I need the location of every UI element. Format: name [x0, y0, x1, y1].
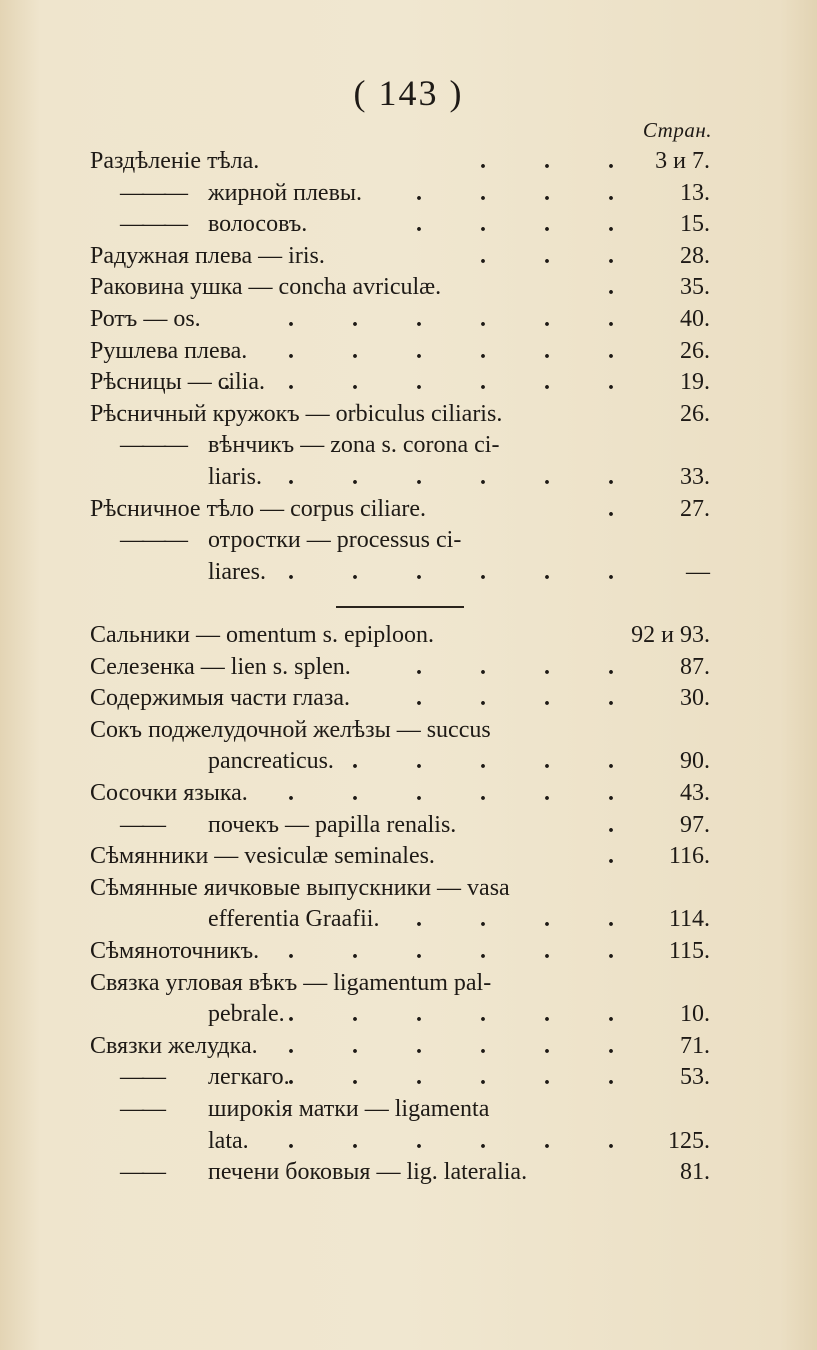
- index-term: почекъ — papilla renalis.: [208, 811, 457, 838]
- index-entry: [90, 873, 710, 905]
- dot-leader: . . . .: [416, 653, 640, 680]
- page-reference: 71.: [680, 1032, 710, 1059]
- index-entry: [90, 620, 710, 652]
- dot-leader: .: [608, 843, 640, 870]
- index-entry: [90, 810, 710, 842]
- page-reference: 10.: [680, 1001, 710, 1028]
- index-entry: [90, 336, 710, 368]
- index-entry: [90, 841, 710, 873]
- dot-leader: . . . . . .: [288, 463, 640, 490]
- ditto-dash: ——: [120, 1064, 164, 1091]
- index-term: Сѣмяноточникъ.: [90, 937, 260, 964]
- ditto-dash: ——: [120, 1159, 164, 1186]
- ditto-dash: ———: [120, 432, 186, 459]
- index-term: Рѣсничный кружокъ — orbiculus ciliaris.: [90, 400, 503, 427]
- page-reference: 28.: [680, 242, 710, 269]
- index-entry: [90, 1094, 710, 1126]
- page-reference: 26.: [680, 400, 710, 427]
- page-reference: 3 и 7.: [655, 148, 710, 174]
- page-reference: 97.: [680, 811, 710, 838]
- index-term: Раздѣленіе тѣла.: [90, 148, 260, 174]
- page-reference: 87.: [680, 653, 710, 680]
- page-reference: 53.: [680, 1064, 710, 1091]
- index-entry: [90, 652, 710, 684]
- index-entry: [90, 904, 710, 936]
- page-reference: 40.: [680, 305, 710, 332]
- index-term: Радужная плева — iris.: [90, 242, 325, 269]
- index-term: pancreaticus.: [208, 748, 334, 775]
- dot-leader: . . . . . . .: [224, 369, 640, 396]
- dot-leader: . . . . . .: [288, 305, 640, 332]
- index-term: отростки — processus ci-: [208, 527, 462, 554]
- index-term: Рушлева плева.: [90, 337, 248, 364]
- dot-leader: .: [608, 274, 640, 301]
- page-reference: —: [686, 558, 710, 585]
- index-entry: [90, 1157, 710, 1189]
- dot-leader: . . . . . .: [288, 937, 640, 964]
- index-entry: [90, 272, 710, 304]
- ditto-dash: ———: [120, 211, 186, 238]
- index-entry: [90, 178, 710, 210]
- index-entry: [90, 146, 710, 178]
- page-number: ( 143 ): [353, 73, 464, 113]
- dot-leader: . . . . . .: [288, 1127, 640, 1154]
- ditto-dash: ———: [120, 179, 186, 206]
- index-term: Рѣсничное тѣло — corpus ciliare.: [90, 495, 427, 522]
- index-term: Связки желудка.: [90, 1032, 258, 1059]
- index-entry: [90, 1126, 710, 1158]
- index-term: Сальники — omentum s. epiploon.: [90, 622, 434, 648]
- index-entry: [90, 683, 710, 715]
- index-term: liares.: [208, 558, 266, 585]
- index-entry: [90, 494, 710, 526]
- page-reference: 90.: [680, 748, 710, 775]
- index-term: Сокъ поджелудочной желѣзы — succus: [90, 716, 491, 743]
- dot-leader: . . .: [480, 242, 640, 269]
- index-term: Сосочки языка.: [90, 779, 248, 806]
- index-term: волосовъ.: [208, 211, 308, 238]
- index-term: широкія матки — ligamenta: [208, 1095, 490, 1122]
- index-term: lata.: [208, 1127, 249, 1154]
- dot-leader: . . . .: [416, 906, 640, 933]
- index-term: Селезенка — lien s. splen.: [90, 653, 351, 680]
- index-term: pebrale.: [208, 1001, 285, 1028]
- page-reference: 30.: [680, 685, 710, 712]
- page-reference: 81.: [680, 1159, 710, 1186]
- dot-leader: .: [608, 811, 640, 838]
- index-term: liaris.: [208, 463, 262, 490]
- page-column-header: Стран.: [642, 118, 712, 142]
- page-reference: 115.: [668, 937, 710, 964]
- page-reference: 27.: [680, 495, 710, 522]
- index-entry: [90, 304, 710, 336]
- index-term: жирной плевы.: [208, 179, 363, 206]
- index-term: efferentia Graafii.: [208, 906, 380, 933]
- page-reference: 15.: [680, 211, 710, 238]
- index-section-s: [90, 620, 710, 1189]
- index-term: Рѣсницы — cilia.: [90, 369, 265, 396]
- page-reference: 13.: [680, 179, 710, 206]
- ditto-dash: ——: [120, 1095, 164, 1122]
- page-reference: 92 и 93.: [631, 622, 710, 648]
- page-reference: 35.: [680, 274, 710, 301]
- page-reference: 125.: [668, 1127, 710, 1154]
- page-reference: 116.: [668, 843, 710, 870]
- dot-leader: . . . .: [416, 179, 640, 206]
- page-reference: 33.: [680, 463, 710, 490]
- page-reference: 26.: [680, 337, 710, 364]
- index-term: Связка угловая вѣкъ — ligamentum pal-: [90, 969, 492, 996]
- index-entry: [90, 430, 710, 462]
- dot-leader: . . . . . .: [288, 1064, 640, 1091]
- index-term: вѣнчикъ — zona s. corona ci-: [208, 432, 500, 459]
- dot-leader: . . . . . .: [288, 1032, 640, 1059]
- index-entry: [90, 399, 710, 431]
- index-entry: [90, 525, 710, 557]
- index-entry: [90, 999, 710, 1031]
- page-reference: 43.: [680, 779, 710, 806]
- ditto-dash: ——: [120, 811, 164, 838]
- page-reference: 19.: [680, 369, 710, 396]
- index-entry: [90, 968, 710, 1000]
- dot-leader: . . . . . .: [288, 779, 640, 806]
- index-term: Сѣмянники — vesiculæ seminales.: [90, 843, 435, 870]
- dot-leader: . . . . . .: [288, 337, 640, 364]
- index-entry: [90, 209, 710, 241]
- index-entry: [90, 746, 710, 778]
- dot-leader: . . . .: [416, 211, 640, 238]
- section-divider: [336, 606, 464, 608]
- index-entry: [90, 715, 710, 747]
- dot-leader: . . . .: [416, 685, 640, 712]
- index-term: Ротъ — os.: [90, 305, 201, 332]
- dot-leader: . . .: [480, 148, 640, 174]
- index-entry: [90, 367, 710, 399]
- index-entry: [90, 462, 710, 494]
- index-term: Сѣмянные яичковые выпускники — vasa: [90, 874, 510, 901]
- index-term: легкаго.: [208, 1064, 290, 1091]
- page-reference: 114.: [668, 906, 710, 933]
- index-entry: [90, 241, 710, 273]
- dot-leader: . . . . .: [352, 748, 640, 775]
- index-entry: [90, 778, 710, 810]
- index-term: Содержимыя части глаза.: [90, 685, 351, 712]
- index-entry: [90, 1031, 710, 1063]
- ditto-dash: ———: [120, 527, 186, 554]
- dot-leader: .: [608, 495, 640, 522]
- index-term: Раковина ушка — concha avriculæ.: [90, 274, 442, 301]
- index-entry: [90, 557, 710, 589]
- dot-leader: . . . . . .: [288, 558, 640, 585]
- index-section-r: [90, 146, 710, 588]
- index-entry: [90, 936, 710, 968]
- dot-leader: . . . . . .: [288, 1001, 640, 1028]
- index-term: печени боковыя — lig. lateralia.: [208, 1159, 528, 1186]
- index-entry: [90, 1062, 710, 1094]
